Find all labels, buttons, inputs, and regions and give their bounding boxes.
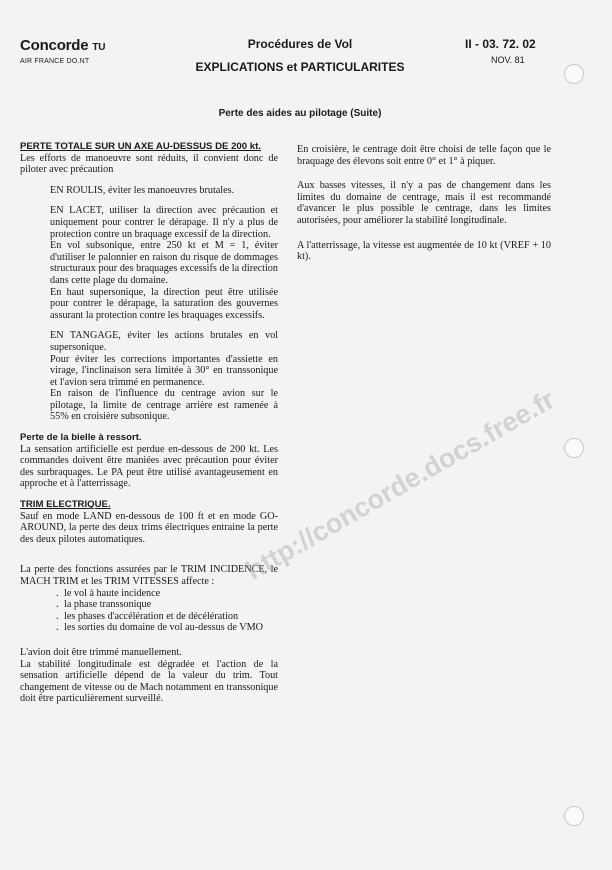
brand-name: Concorde xyxy=(20,37,89,54)
header-titles xyxy=(160,37,440,74)
list-item: . le vol à haute incidence xyxy=(64,588,278,600)
paragraph-trim-land: Sauf en mode LAND en-dessous de 100 ft et en mode GO-AROUND, la perte des deux trims électriques entraine la perte des deux pilotes automatiques. xyxy=(20,510,278,545)
org-name: AIR FRANCE xyxy=(20,58,65,65)
heading-perte-totale: PERTE TOTALE SUR UN AXE AU-DESSUS DE 200 kt. xyxy=(20,141,261,152)
trim-effects-list xyxy=(20,588,278,634)
section-title: Perte des aides au pilotage (Suite) xyxy=(218,108,382,119)
paragraph-efforts: Les efforts de manoeuvre sont réduits, il convient donc de piloter avec précaution xyxy=(20,152,278,176)
binder-hole xyxy=(564,806,584,826)
paragraph-basses-vitesses: Aux basses vitesses, il n'y a pas de changement dans les limites du domaine de centrage, mais il est recommandé d'avancer le plus possible le centrage, dans les limites autorisées, pour améliorer la stabilité longitudinale. xyxy=(297,180,551,226)
left-column xyxy=(20,141,278,705)
list-item: . les sorties du domaine de vol au-dessus de VMO xyxy=(64,622,278,634)
watermark-url: http://concorde.docs.free.fr xyxy=(240,384,560,586)
doc-title: Procédures de Vol xyxy=(247,37,353,51)
binder-hole xyxy=(564,438,584,458)
dept-name: DO.NT xyxy=(66,58,90,65)
paragraph-stabilite: La stabilité longitudinale est dégradée et l'action de la sensation artificielle dépend de la valeur du trim. Tout changement de vitesse ou de Mach notamment en transsonique doit être particulièrement surveillé. xyxy=(20,658,278,705)
doc-subtitle: EXPLICATIONS et PARTICULARITES xyxy=(195,60,405,74)
paragraph-croisiere: En croisière, le centrage doit être choisi de telle façon que le braquage des élevons soit entre 0° et 1° à piquer. xyxy=(297,144,551,167)
paragraph-tangage: EN TANGAGE, éviter les actions brutales en vol supersonique. xyxy=(50,330,278,353)
doc-date: NOV. 81 xyxy=(491,55,525,65)
brand-title xyxy=(20,37,105,54)
header-reference xyxy=(465,37,536,65)
list-item: . les phases d'accélération et de décélération xyxy=(64,611,278,623)
brand-suffix: TU xyxy=(92,42,106,53)
right-column xyxy=(297,144,551,263)
paragraph-tangage-centrage: En raison de l'influence du centrage avion sur le pilotage, la limite de centrage arrière est ramenée à 55% en croisière subsonique. xyxy=(50,388,278,423)
doc-reference: II - 03. 72. 02 xyxy=(465,37,536,51)
heading-bielle-ressort: Perte de la bielle à ressort. xyxy=(20,432,142,444)
paragraph-lacet-subsonique: En vol subsonique, entre 250 kt et M = 1, éviter d'utiliser le palonnier en raison du risque de dommages structuraux pour des braquages excessifs de la direction dans cette plage du domaine. xyxy=(50,240,278,286)
paragraph-lacet: EN LACET, utiliser la direction avec précaution et uniquement pour contrer le dérapage. Il n'y a plus de protection contre un braquage excessif de la direction. xyxy=(50,205,278,240)
paragraph-bielle: La sensation artificielle est perdue en-dessous de 200 kt. Les commandes doivent être maniées avec précaution pour éviter des surbraquages. Le PA peut être utilisé avantageusement en approche et à l'atterrissage. xyxy=(20,443,278,490)
paragraph-lacet-supersonique: En haut supersonique, la direction peut être utilisée pour contrer le dérapage, la saturation des gouvernes assurant la protection contre les braquages excessifs. xyxy=(50,286,278,321)
list-item: . la phase transsonique xyxy=(64,599,278,611)
paragraph-atterrissage: A l'atterrissage, la vitesse est augmentée de 10 kt (VREF + 10 kt). xyxy=(297,239,551,263)
header-brand-block xyxy=(20,37,105,65)
paragraph-tangage-assiette: Pour éviter les corrections importantes d'assiette en virage, l'inclinaison sera limitée à 30° en transsonique et l'avion sera trimmé en permanence. xyxy=(50,353,278,388)
binder-hole xyxy=(564,64,584,84)
paragraph-trim-manuel: L'avion doit être trimmé manuellement. xyxy=(20,646,182,658)
org-line xyxy=(20,58,105,65)
heading-trim-electrique: TRIM ELECTRIQUE. xyxy=(20,499,111,511)
paragraph-roulis: EN ROULIS, éviter les manoeuvres brutales. xyxy=(50,184,235,196)
paragraph-trim-fonctions: La perte des fonctions assurées par le TRIM INCIDENCE, le MACH TRIM et les TRIM VITESSES affecte : xyxy=(20,564,278,587)
